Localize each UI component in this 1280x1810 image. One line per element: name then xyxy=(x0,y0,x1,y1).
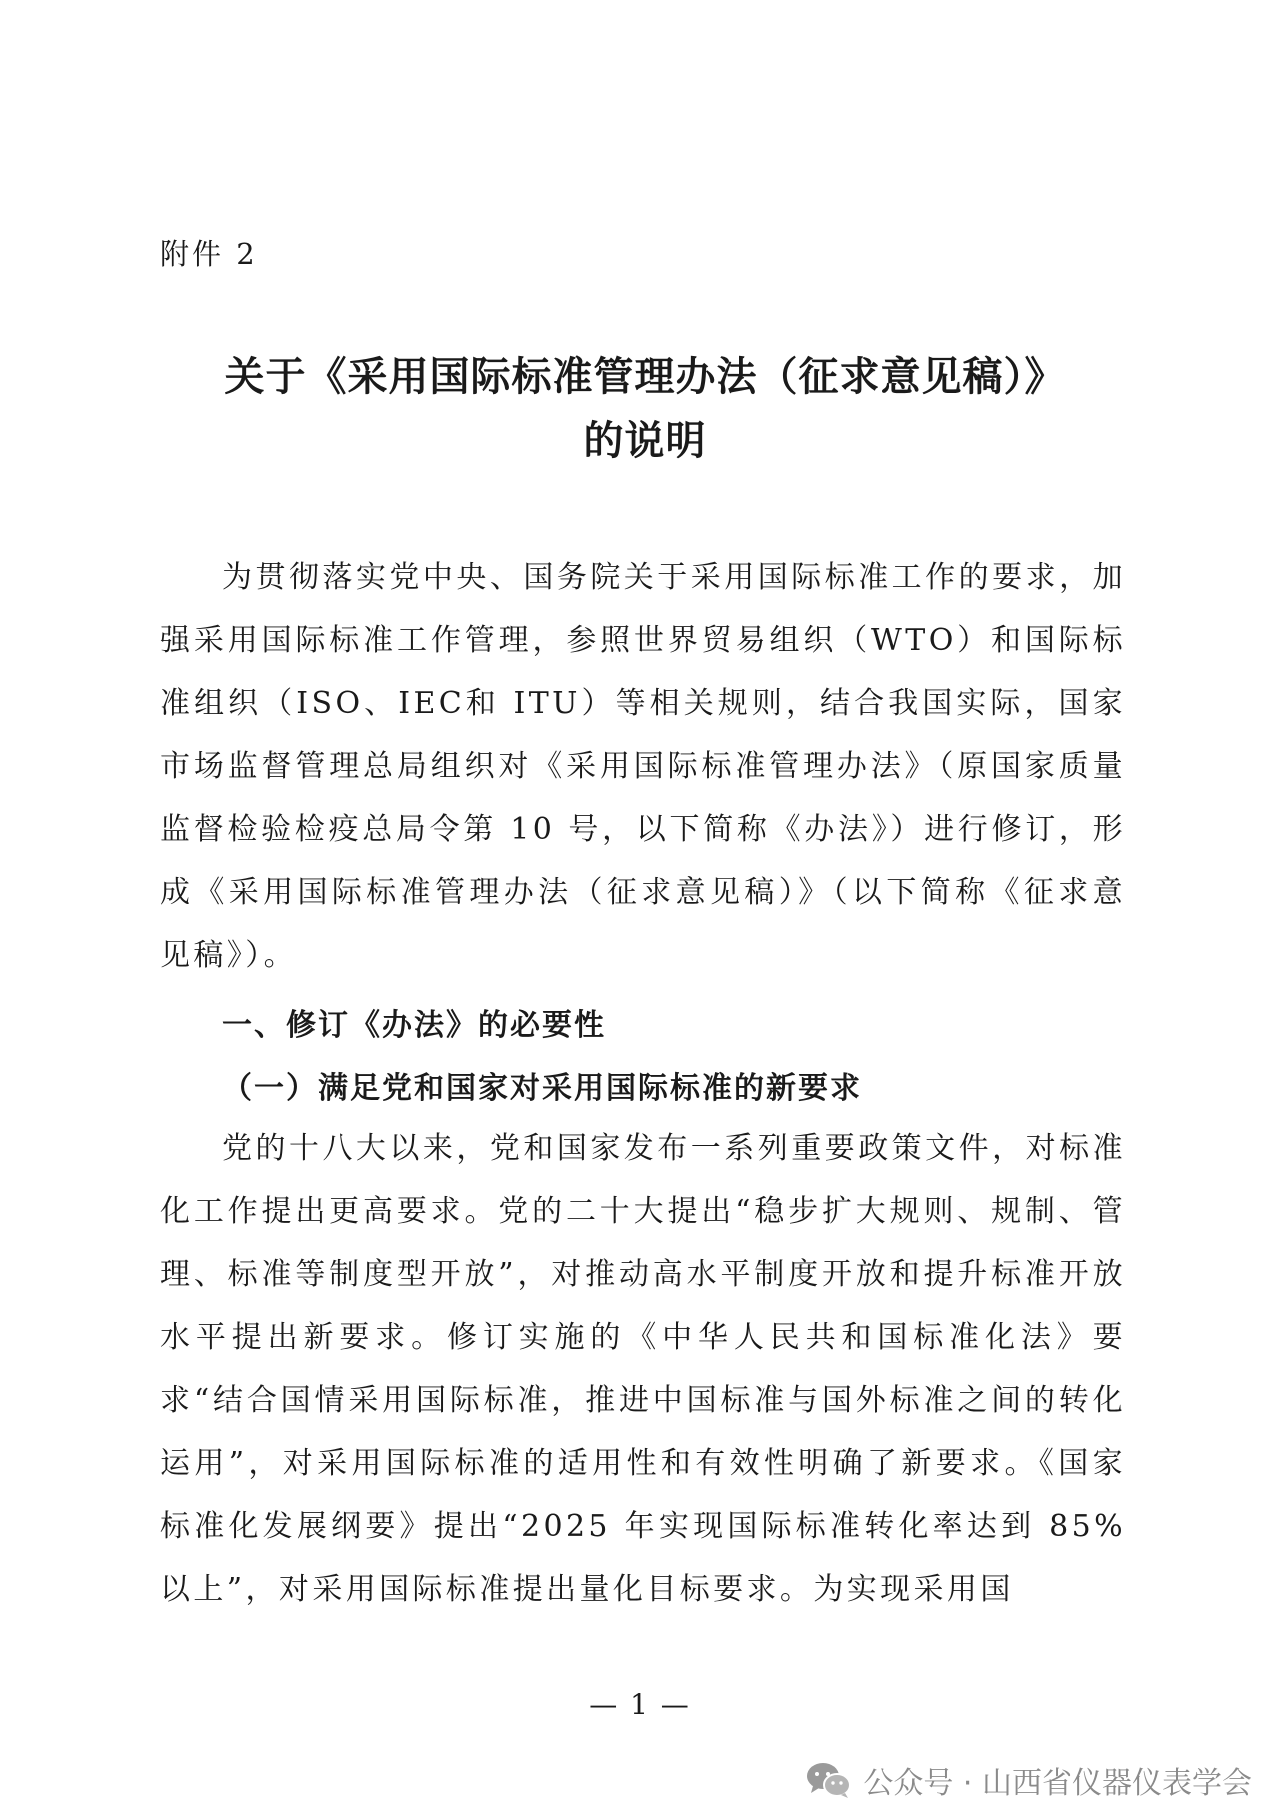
title-line-1: 关于《采用国际标准管理办法（征求意见稿）》 xyxy=(224,354,1066,400)
section-heading: 一、修订《办法》的必要性 xyxy=(222,1008,606,1043)
document-title xyxy=(150,345,1140,473)
wechat-icon xyxy=(805,1760,853,1800)
wechat-watermark xyxy=(805,1758,1252,1802)
attachment-label: 附件 2 xyxy=(160,237,258,271)
body-paragraph: 党的十八大以来，党和国家发布一系列重要政策文件，对标准化工作提出更高要求。党的二十大提出“稳步扩大规则、规制、管理、标准等制度型开放”，对推动高水平制度开放和提升标准开放水平提出新要求。修订实施的《中华人民共和国标准化法》要求“结合国情采用国际标准，推进中国标准与国外标准之间的转化运用”，对采用国际标准的适用性和有效性明确了新要求。《国家标准化发展纲要》提出“2025 年实现国际标准转化率达到 85%以上”，对采用国际标准提出量化目标要求。为实现采用国 xyxy=(160,1131,1126,1607)
title-line-2: 的说明 xyxy=(583,418,707,464)
page-number: — 1 — xyxy=(589,1688,691,1721)
watermark-text: 公众号 · 山西省仪器仪表学会 xyxy=(863,1766,1252,1801)
intro-paragraph: 为贯彻落实党中央、国务院关于采用国际标准工作的要求，加强采用国际标准工作管理，参照世界贸易组织（WTO）和国际标准组织（ISO、IEC和 ITU）等相关规则，结合我国实际，国家市场监督管理总局组织对《采用国际标准管理办法》（原国家质量监督检验检疫总局令第 10 号，以下简称《办法》）进行修订，形成《采用国际标准管理办法（征求意见稿）》（以下简称《征求意见稿》）。 xyxy=(160,560,1126,973)
subsection-heading: （一）满足党和国家对采用国际标准的新要求 xyxy=(222,1071,862,1106)
